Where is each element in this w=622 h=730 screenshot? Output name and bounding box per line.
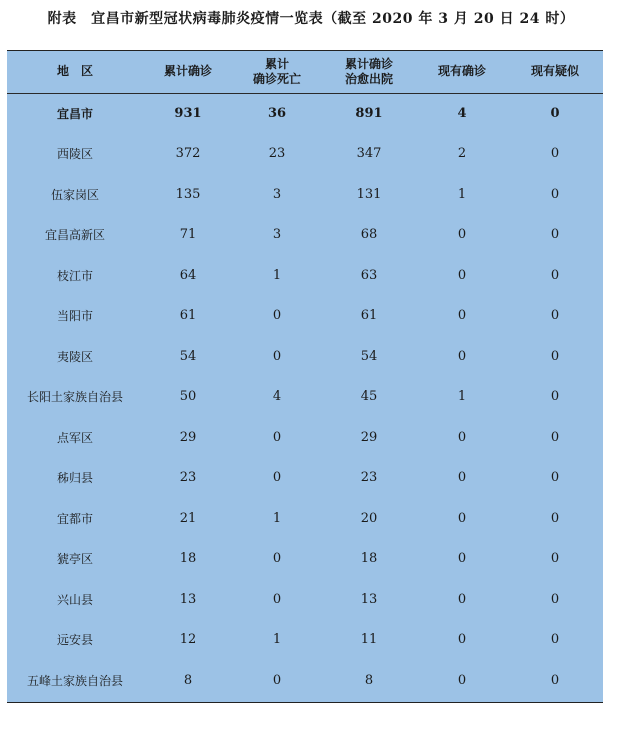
current-suspected-cell: 0: [550, 186, 560, 202]
cumulative-confirmed-cell: 372: [175, 146, 201, 162]
header-current-suspected: 现有疑似: [507, 51, 603, 93]
region-cell: 长阳土家族自治县: [26, 390, 123, 405]
cumulative-deaths-cell: 0: [272, 672, 282, 688]
cumulative-deaths-cell: 0: [272, 591, 282, 607]
cumulative-confirmed-cell: 18: [179, 551, 197, 567]
cumulative-cured-cell: 54: [360, 348, 378, 364]
current-suspected-cell: 0: [550, 632, 560, 648]
cumulative-confirmed-cell: 23: [179, 470, 197, 486]
current-suspected-cell: 0: [550, 389, 560, 405]
region-cell: 枝江市: [56, 268, 93, 283]
header-cumulative-cured-line1: 累计确诊: [344, 56, 393, 71]
region-cell: 宜昌市: [56, 107, 93, 121]
header-region: 地 区: [7, 51, 143, 93]
current-suspected-cell: 0: [550, 308, 560, 324]
table-row: [7, 539, 603, 580]
current-confirmed-cell: 0: [457, 591, 467, 607]
table-row: [7, 579, 603, 620]
current-suspected-cell: 0: [550, 591, 560, 607]
cumulative-deaths-cell: 1: [272, 267, 282, 283]
header-cumulative-confirmed: 累计确诊: [143, 51, 233, 93]
cumulative-confirmed-cell: 29: [179, 429, 197, 445]
cumulative-deaths-cell: 3: [272, 186, 282, 202]
table-row: [7, 620, 603, 661]
current-confirmed-cell: 2: [457, 146, 467, 162]
current-confirmed-cell: 0: [457, 227, 467, 243]
cumulative-cured-cell: 891: [355, 106, 383, 121]
current-suspected-cell: 0: [550, 267, 560, 283]
cumulative-deaths-cell: 0: [272, 308, 282, 324]
cumulative-confirmed-cell: 21: [179, 510, 197, 526]
cumulative-deaths-cell: 0: [272, 470, 282, 486]
table-row: [7, 498, 603, 539]
region-cell: 伍家岗区: [50, 187, 99, 202]
current-confirmed-cell: 1: [457, 389, 467, 405]
current-confirmed-cell: 4: [457, 106, 467, 121]
region-cell: 点军区: [56, 430, 93, 445]
current-confirmed-cell: 0: [457, 267, 467, 283]
cumulative-confirmed-cell: 8: [183, 672, 193, 688]
region-cell: 秭归县: [56, 471, 93, 486]
current-suspected-cell: 0: [550, 146, 560, 162]
cumulative-confirmed-cell: 135: [175, 186, 201, 202]
cumulative-cured-cell: 8: [364, 672, 374, 688]
epidemic-table: [7, 50, 603, 703]
data-table: [7, 51, 603, 701]
table-row: [7, 660, 603, 701]
cumulative-cured-cell: 29: [360, 429, 378, 445]
current-suspected-cell: 0: [550, 510, 560, 526]
header-cumulative-deaths-line1: 累计: [264, 56, 289, 71]
current-suspected-cell: 0: [550, 429, 560, 445]
region-cell: 兴山县: [56, 592, 93, 607]
cumulative-cured-cell: 347: [356, 146, 382, 162]
cumulative-cured-cell: 11: [360, 632, 378, 648]
current-suspected-cell: 0: [550, 227, 560, 243]
region-cell: 猇亭区: [56, 552, 93, 567]
header-row: [7, 51, 603, 93]
current-confirmed-cell: 0: [457, 308, 467, 324]
table-row: [7, 296, 603, 337]
region-cell: 宜都市: [56, 511, 93, 526]
region-cell: 宜昌高新区: [44, 228, 105, 243]
cumulative-cured-cell: 131: [356, 186, 382, 202]
current-confirmed-cell: 0: [457, 470, 467, 486]
region-cell: 西陵区: [56, 147, 93, 162]
table-row: [7, 134, 603, 175]
current-confirmed-cell: 1: [457, 186, 467, 202]
cumulative-deaths-cell: 4: [272, 389, 282, 405]
cumulative-cured-cell: 20: [360, 510, 378, 526]
cumulative-deaths-cell: 0: [272, 429, 282, 445]
table-row: [7, 417, 603, 458]
cumulative-cured-cell: 45: [360, 389, 378, 405]
table-row: [7, 255, 603, 296]
current-suspected-cell: 0: [550, 470, 560, 486]
header-current-confirmed: 现有确诊: [417, 51, 507, 93]
cumulative-confirmed-cell: 931: [174, 106, 202, 121]
cumulative-confirmed-cell: 54: [179, 348, 197, 364]
table-header: [7, 51, 603, 93]
current-confirmed-cell: 0: [457, 672, 467, 688]
cumulative-cured-cell: 23: [360, 470, 378, 486]
current-suspected-cell: 0: [550, 348, 560, 364]
table-row: [7, 215, 603, 256]
current-confirmed-cell: 0: [457, 348, 467, 364]
table-body: [7, 93, 603, 701]
cumulative-deaths-cell: 36: [267, 106, 287, 121]
header-cumulative-cured-line2: 治愈出院: [344, 71, 393, 86]
current-suspected-cell: 0: [550, 672, 560, 688]
current-suspected-cell: 0: [550, 551, 560, 567]
cumulative-deaths-cell: 1: [272, 632, 282, 648]
cumulative-deaths-cell: 0: [272, 348, 282, 364]
current-confirmed-cell: 0: [457, 632, 467, 648]
current-confirmed-cell: 0: [457, 429, 467, 445]
table-row: [7, 336, 603, 377]
cumulative-deaths-cell: 3: [272, 227, 282, 243]
cumulative-confirmed-cell: 13: [179, 591, 197, 607]
table-row: [7, 377, 603, 418]
cumulative-deaths-cell: 1: [272, 510, 282, 526]
page-title: 附表 宜昌市新型冠状病毒肺炎疫情一览表（截至 2020 年 3 月 20 日 24 时）: [47, 11, 575, 27]
header-cumulative-cured: [321, 51, 417, 93]
current-suspected-cell: 0: [550, 106, 560, 121]
cumulative-cured-cell: 68: [360, 227, 378, 243]
table-row: [7, 458, 603, 499]
cumulative-confirmed-cell: 50: [179, 389, 197, 405]
cumulative-deaths-cell: 23: [268, 146, 286, 162]
region-cell: 远安县: [56, 633, 93, 648]
current-confirmed-cell: 0: [457, 551, 467, 567]
cumulative-confirmed-cell: 12: [179, 632, 197, 648]
region-cell: 夷陵区: [56, 349, 93, 364]
current-confirmed-cell: 0: [457, 510, 467, 526]
cumulative-confirmed-cell: 64: [179, 267, 197, 283]
cumulative-confirmed-cell: 61: [179, 308, 197, 324]
cumulative-deaths-cell: 0: [272, 551, 282, 567]
cumulative-cured-cell: 13: [360, 591, 378, 607]
cumulative-confirmed-cell: 71: [179, 227, 197, 243]
header-cumulative-deaths-line2: 确诊死亡: [252, 71, 301, 86]
region-cell: 五峰土家族自治县: [26, 673, 123, 688]
table-row-total: [7, 93, 603, 134]
region-cell: 当阳市: [56, 309, 93, 324]
table-row: [7, 174, 603, 215]
cumulative-cured-cell: 63: [360, 267, 378, 283]
header-cumulative-deaths: [233, 51, 321, 93]
cumulative-cured-cell: 61: [360, 308, 378, 324]
cumulative-cured-cell: 18: [360, 551, 378, 567]
